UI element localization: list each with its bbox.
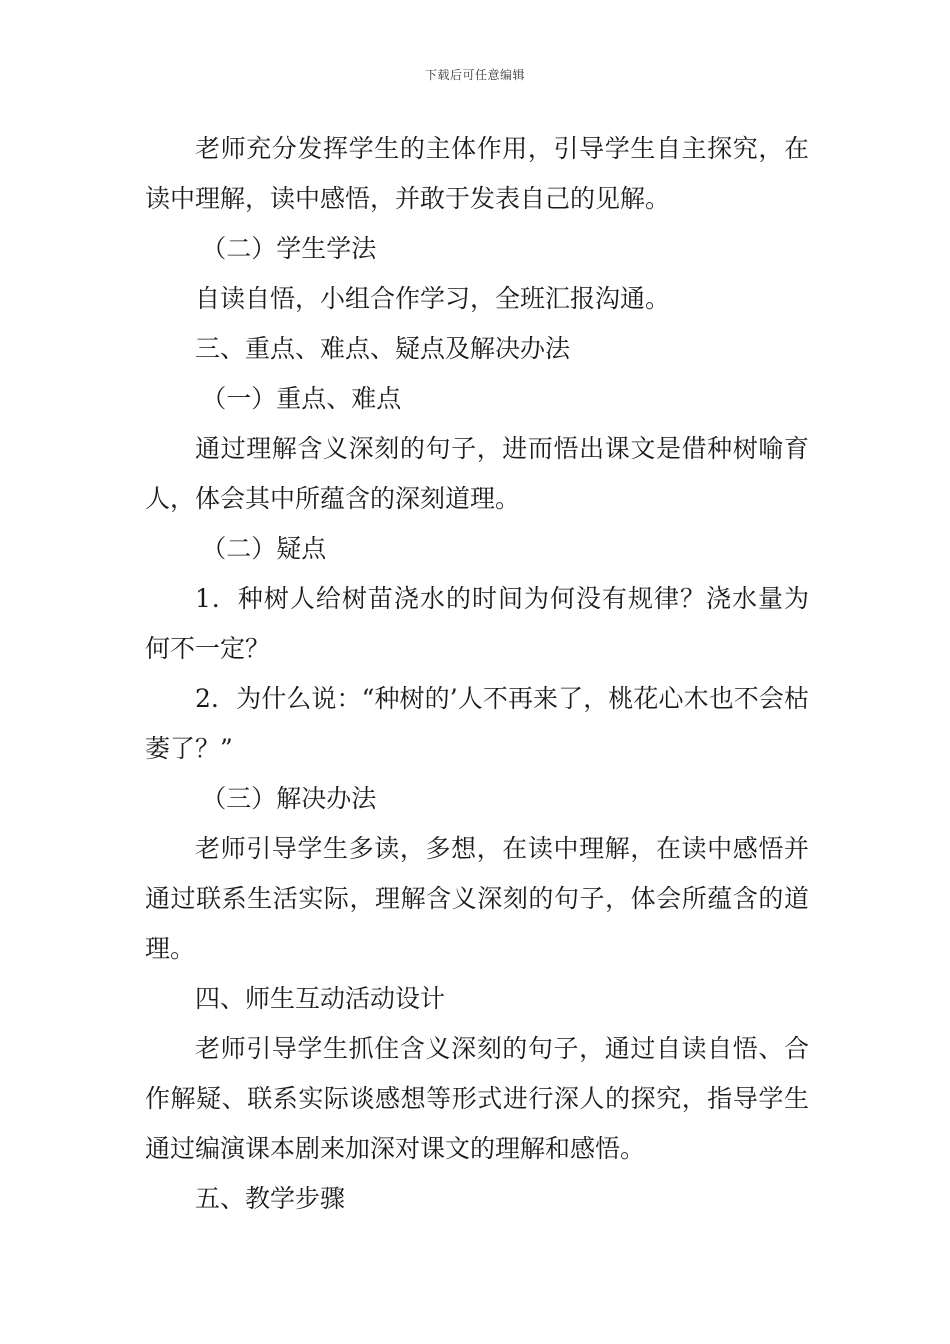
- paragraph-student-method: 自读自悟，小组合作学习，全班汇报沟通。: [195, 284, 671, 313]
- document-body: [145, 124, 809, 1224]
- paragraph-interaction-design: 老师引导学生抓住含义深刻的句子，通过自读自悟、合作解疑、联系实际谈感想等形式进行深人的探究，指导学生通过编演课本剧来加深对课文的理解和感悟。: [145, 1034, 809, 1163]
- paragraph-doubt-2: 2．为什么说：“种树的’人不再来了，桃花心木也不会枯萎了？”: [145, 684, 809, 763]
- heading-student-method: （二）学生学法: [201, 234, 377, 263]
- heading-interaction-design: 四、师生互动活动设计: [195, 984, 446, 1013]
- paragraph-doubt-1: 1．种树人给树苗浇水的时间为何没有规律？浇水量为何不一定？: [145, 584, 809, 663]
- heading-doubts: （二）疑点: [201, 534, 327, 563]
- heading-key-points: 三、重点、难点、疑点及解决办法: [195, 334, 571, 363]
- paragraph-solutions: 老师引导学生多读，多想，在读中理解，在读中感悟并通过联系生活实际，理解含义深刻的句子，体会所蕴含的道理。: [145, 834, 809, 963]
- paragraph-teaching-method: 老师充分发挥学生的主体作用，引导学生自主探究，在读中理解，读中感悟，并敢于发表自己的见解。: [145, 134, 809, 213]
- heading-teaching-steps: 五、教学步骤: [195, 1184, 346, 1213]
- paragraph-key-difficult: 通过理解含义深刻的句子，进而悟出课文是借种树喻育人，体会其中所蕴含的深刻道理。: [145, 434, 809, 513]
- header-note: 下载后可任意编辑: [424, 68, 525, 82]
- heading-key-difficult: （一）重点、难点: [201, 384, 402, 413]
- heading-solutions: （三）解决办法: [201, 784, 377, 813]
